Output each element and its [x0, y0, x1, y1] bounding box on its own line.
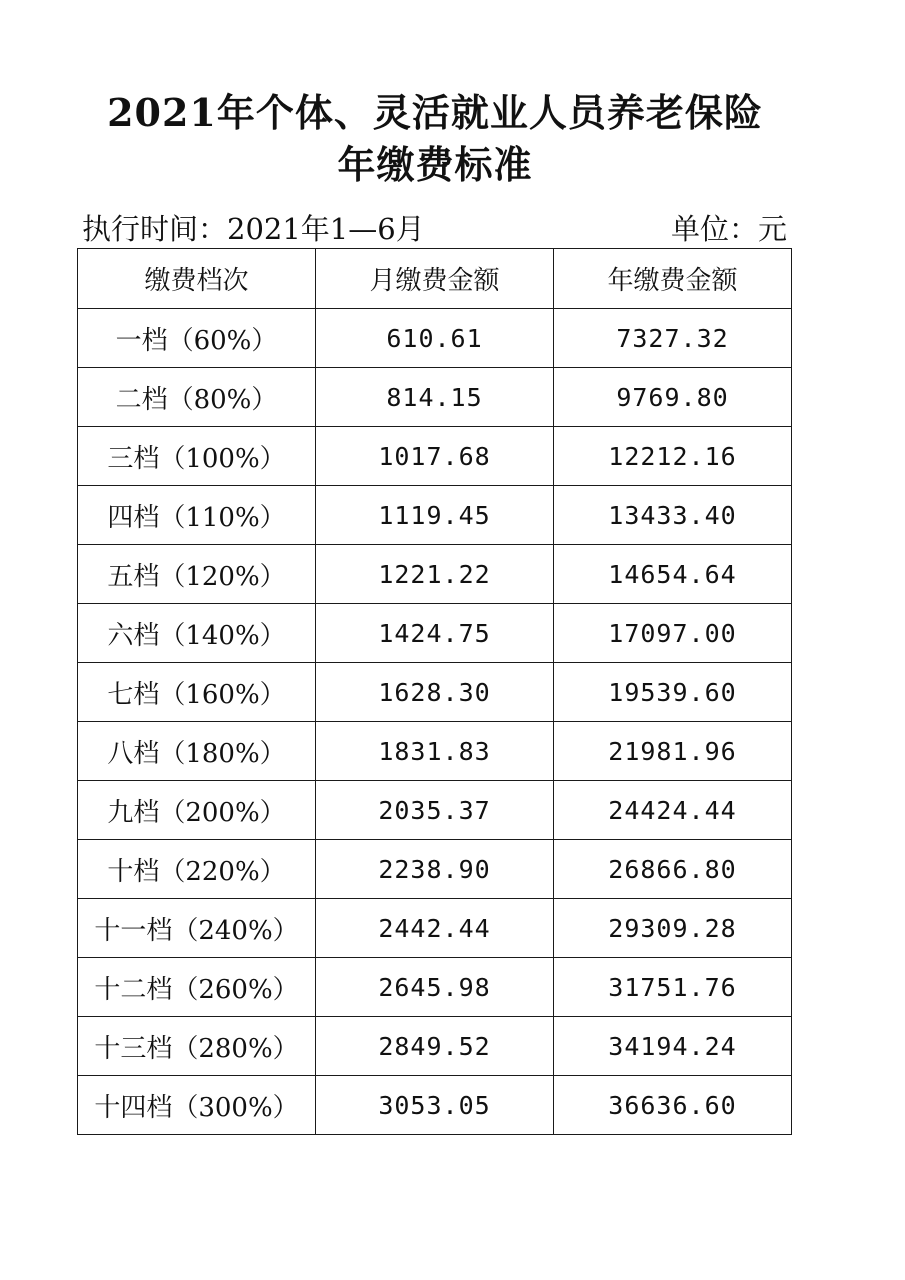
- monthly-amount-cell: 2849.52: [316, 1017, 554, 1076]
- table-row: [78, 958, 792, 1017]
- monthly-amount-cell: 2035.37: [316, 781, 554, 840]
- annual-amount-cell: 29309.28: [554, 899, 792, 958]
- monthly-amount-cell: 1424.75: [316, 604, 554, 663]
- annual-amount-cell: 12212.16: [554, 427, 792, 486]
- table-row: [78, 1076, 792, 1135]
- header-tier: 缴费档次: [78, 249, 316, 309]
- tier-cell: 十四档（300%）: [78, 1076, 316, 1135]
- effective-period: 执行时间：2021年1—6月: [82, 212, 425, 246]
- monthly-amount-cell: 610.61: [316, 309, 554, 368]
- table-row: [78, 781, 792, 840]
- annual-amount-cell: 21981.96: [554, 722, 792, 781]
- annual-amount-cell: 9769.80: [554, 368, 792, 427]
- monthly-amount-cell: 814.15: [316, 368, 554, 427]
- annual-amount-cell: 36636.60: [554, 1076, 792, 1135]
- header-annual-amount: 年缴费金额: [554, 249, 792, 309]
- tier-cell: 十三档（280%）: [78, 1017, 316, 1076]
- currency-unit: 单位：元: [670, 212, 787, 246]
- table-row: [78, 427, 792, 486]
- table-row: [78, 368, 792, 427]
- tier-cell: 十二档（260%）: [78, 958, 316, 1017]
- tier-cell: 六档（140%）: [78, 604, 316, 663]
- monthly-amount-cell: 2238.90: [316, 840, 554, 899]
- tier-cell: 三档（100%）: [78, 427, 316, 486]
- tier-cell: 十一档（240%）: [78, 899, 316, 958]
- tier-cell: 七档（160%）: [78, 663, 316, 722]
- table-row: [78, 663, 792, 722]
- tier-cell: 十档（220%）: [78, 840, 316, 899]
- annual-amount-cell: 7327.32: [554, 309, 792, 368]
- document-title-line-1: 2021年个体、灵活就业人员养老保险: [107, 90, 763, 135]
- tier-cell: 二档（80%）: [78, 368, 316, 427]
- monthly-amount-cell: 2645.98: [316, 958, 554, 1017]
- tier-cell: 一档（60%）: [78, 309, 316, 368]
- annual-amount-cell: 17097.00: [554, 604, 792, 663]
- tier-cell: 五档（120%）: [78, 545, 316, 604]
- document-title-line-2: 年缴费标准: [337, 142, 533, 187]
- table-row: [78, 604, 792, 663]
- annual-amount-cell: 34194.24: [554, 1017, 792, 1076]
- tier-cell: 八档（180%）: [78, 722, 316, 781]
- tier-cell: 四档（110%）: [78, 486, 316, 545]
- table-header-row: [78, 249, 792, 309]
- monthly-amount-cell: 1831.83: [316, 722, 554, 781]
- annual-amount-cell: 19539.60: [554, 663, 792, 722]
- annual-amount-cell: 24424.44: [554, 781, 792, 840]
- annual-amount-cell: 13433.40: [554, 486, 792, 545]
- table-row: [78, 840, 792, 899]
- table-row: [78, 722, 792, 781]
- annual-amount-cell: 26866.80: [554, 840, 792, 899]
- monthly-amount-cell: 1628.30: [316, 663, 554, 722]
- contribution-table: [77, 248, 792, 1135]
- monthly-amount-cell: 1017.68: [316, 427, 554, 486]
- table-row: [78, 1017, 792, 1076]
- monthly-amount-cell: 2442.44: [316, 899, 554, 958]
- annual-amount-cell: 31751.76: [554, 958, 792, 1017]
- table-row: [78, 545, 792, 604]
- annual-amount-cell: 14654.64: [554, 545, 792, 604]
- monthly-amount-cell: 1119.45: [316, 486, 554, 545]
- table-row: [78, 899, 792, 958]
- tier-cell: 九档（200%）: [78, 781, 316, 840]
- table-row: [78, 486, 792, 545]
- monthly-amount-cell: 3053.05: [316, 1076, 554, 1135]
- monthly-amount-cell: 1221.22: [316, 545, 554, 604]
- table-row: [78, 309, 792, 368]
- header-monthly-amount: 月缴费金额: [316, 249, 554, 309]
